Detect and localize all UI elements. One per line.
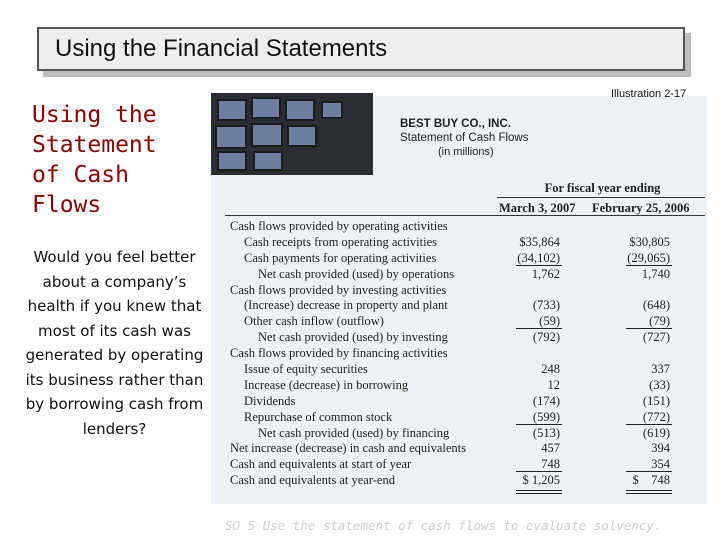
question-text: Would you feel better about a company’s health if you knew that most of its cash was generated by operating its business rather than by borrowing cash from lenders? (25, 248, 204, 438)
illustration-number: Illustration 2-17 (611, 88, 687, 100)
value-2006: (33) (649, 377, 670, 392)
value-2007: (513) (532, 425, 560, 440)
value-2007: 12 (547, 377, 560, 392)
table-row (230, 377, 700, 393)
table-row (230, 250, 700, 266)
value-2006: 394 (651, 441, 670, 456)
table-row (230, 266, 700, 282)
company-name: BEST BUY CO., INC. (400, 118, 511, 130)
value-2006: 1,740 (641, 266, 670, 281)
row-label: Issue of equity securities (244, 362, 368, 377)
column-header-2006: February 25, 2006 (592, 201, 690, 215)
row-label: Net cash provided (used) by financing (258, 425, 450, 440)
statement-title: Statement of Cash Flows (400, 132, 529, 144)
row-label: Other cash inflow (outflow) (244, 314, 384, 329)
row-label: Net cash provided (used) by operations (258, 266, 455, 281)
column-header-2007: March 3, 2007 (499, 201, 576, 215)
row-label: Cash and equivalents at year-end (230, 473, 395, 488)
period-rule (497, 197, 705, 198)
row-label: Cash flows provided by operating activities (230, 219, 448, 233)
value-2007: (599) (532, 409, 560, 424)
table-row (230, 297, 700, 313)
row-label: Net increase (decrease) in cash and equivalents (230, 441, 466, 456)
row-label: Cash flows provided by financing activities (230, 346, 448, 361)
statement-units: (in millions) (438, 146, 494, 158)
table-row (230, 456, 700, 472)
value-2006: (648) (642, 298, 670, 313)
value-2006: 337 (651, 362, 670, 377)
row-label: (Increase) decrease in property and plant (244, 298, 448, 313)
value-2007: 1,762 (531, 266, 560, 281)
row-label: Cash flows provided by investing activities (230, 282, 447, 297)
table-row (230, 313, 700, 329)
value-2007: 748 (541, 457, 560, 472)
value-2006: (727) (642, 330, 670, 345)
value-2007: $35,864 (519, 234, 560, 249)
table-row (230, 409, 700, 425)
value-2006: (772) (642, 409, 670, 424)
value-2007: 248 (541, 362, 560, 377)
value-2007: (792) (532, 330, 560, 345)
value-2007: $ 1,205 (522, 473, 560, 488)
value-2006: $30,805 (629, 234, 670, 249)
table-row (230, 440, 700, 456)
period-header: For fiscal year ending (544, 181, 661, 195)
table-row (230, 329, 700, 345)
row-label: Cash and equivalents at start of year (230, 457, 412, 472)
table-row (230, 234, 700, 250)
slide-title: Using the Financial Statements (55, 35, 388, 62)
table-row (230, 345, 700, 361)
row-label: Net cash provided (used) by investing (258, 330, 448, 345)
table-row (230, 282, 700, 298)
table-row (230, 472, 700, 488)
table-row (230, 218, 700, 234)
header-rule (225, 215, 705, 216)
value-2006: (79) (649, 314, 670, 329)
value-2007: 457 (541, 441, 560, 456)
value-2007: (174) (532, 393, 560, 408)
value-2006: (29,065) (627, 250, 670, 265)
value-2007: (34,102) (517, 250, 560, 265)
value-2006: 354 (651, 457, 670, 472)
value-2006: (151) (642, 393, 670, 408)
value-2006: (619) (642, 425, 670, 440)
table-row (230, 361, 700, 377)
row-label: Increase (decrease) in borrowing (244, 377, 409, 392)
value-2007: (59) (539, 314, 560, 329)
total-double-rule (516, 493, 562, 494)
value-2006: $ 748 (632, 473, 670, 488)
total-double-rule (626, 490, 672, 491)
table-row (230, 393, 700, 409)
table-row (230, 425, 700, 441)
total-double-rule (516, 490, 562, 491)
row-label: Repurchase of common stock (244, 409, 393, 424)
row-label: Dividends (244, 393, 296, 408)
total-double-rule (626, 493, 672, 494)
learning-objective: SO 5 Use the statement of cash flows to evaluate solvency. (225, 518, 662, 533)
row-label: Cash payments for operating activities (244, 250, 437, 265)
cash-flow-table (230, 218, 700, 488)
slide-title-bar (37, 27, 685, 71)
section-heading: Using the Statement of Cash Flows (32, 102, 157, 218)
store-photo (211, 93, 373, 175)
row-label: Cash receipts from operating activities (244, 234, 437, 249)
value-2007: (733) (532, 298, 560, 313)
